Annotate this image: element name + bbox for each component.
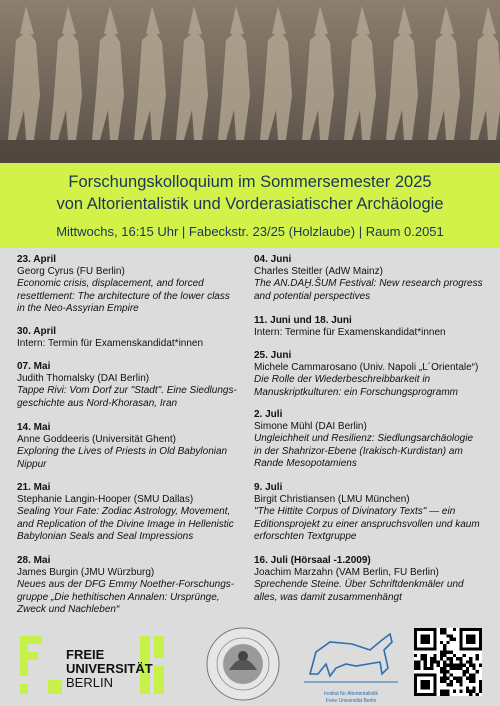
- event-speaker: Joachim Marzahn (VAM Berlin, FU Berlin): [254, 567, 439, 579]
- qr-module: [446, 651, 449, 654]
- qr-module: [479, 690, 482, 693]
- qr-module: [440, 657, 443, 660]
- qr-module: [459, 657, 462, 660]
- event-title-line: Sealing Your Fate: Zodiac Astrology, Movement,: [17, 506, 231, 518]
- qr-module: [420, 634, 430, 644]
- qr-module: [469, 677, 472, 680]
- event-date: 14. Mai: [17, 422, 51, 433]
- event-title-line: Editionsprojekt zu einer anspruchsvollen und kaum: [254, 518, 480, 530]
- event-date: 07. Mai: [17, 361, 51, 372]
- qr-module: [472, 673, 475, 676]
- qr-module: [456, 667, 459, 670]
- event-date: 11. Juni und 18. Juni: [254, 315, 352, 326]
- event-date: 30. April: [17, 326, 57, 337]
- qr-module: [440, 680, 443, 683]
- qr-module: [446, 670, 449, 673]
- qr-module: [437, 660, 440, 663]
- qr-module: [414, 660, 417, 663]
- event-speaker: Birgit Christiansen (LMU München): [254, 494, 410, 506]
- event-date: 2. Juli: [254, 409, 283, 420]
- qr-module: [414, 664, 417, 667]
- qr-module: [459, 677, 462, 680]
- event-date: 28. Mai: [17, 555, 51, 566]
- qr-module: [472, 677, 475, 680]
- fu-berlin-logo: [20, 636, 190, 694]
- qr-module: [456, 680, 459, 683]
- qr-module: [443, 644, 446, 647]
- qr-module: [472, 664, 475, 667]
- footer-logos: [0, 612, 500, 706]
- qr-module: [440, 651, 443, 654]
- event-entry: [254, 254, 494, 303]
- event-entry: [254, 482, 494, 543]
- event-date: 25. Juni: [254, 350, 292, 361]
- qr-module: [453, 677, 456, 680]
- qr-module: [443, 680, 446, 683]
- qr-module: [420, 680, 430, 690]
- qr-module: [453, 654, 456, 657]
- qr-module: [414, 667, 417, 670]
- qr-module: [427, 667, 430, 670]
- qr-module: [450, 673, 453, 676]
- event-title-line: The AN.DAḪ.ŠUM Festival: New research progress: [254, 278, 483, 290]
- qr-module: [450, 651, 453, 654]
- event-speaker: Georg Cyrus (FU Berlin): [17, 266, 125, 278]
- qr-module: [443, 651, 446, 654]
- event-title-line: Manuskriptkulturen: ein Forschungsprogramm: [254, 386, 458, 398]
- qr-module: [479, 683, 482, 686]
- qr-module: [440, 628, 443, 631]
- qr-module: [453, 690, 456, 693]
- relief-image: [0, 0, 500, 163]
- qr-module: [450, 660, 453, 663]
- qr-module: [463, 664, 466, 667]
- qr-module: [472, 686, 475, 689]
- schedule-meta: Mittwochs, 16:15 Uhr | Fabeckstr. 23/25 (Holzlaube) | Raum 0.2051: [56, 224, 444, 239]
- qr-module: [430, 660, 433, 663]
- event-title-line: Nippur: [17, 458, 47, 470]
- qr-module: [466, 670, 469, 673]
- qr-module: [450, 638, 453, 641]
- event-title-line: resettlement: The architecture of the lower class: [17, 290, 230, 302]
- qr-module: [469, 664, 472, 667]
- qr-module: [414, 654, 417, 657]
- qr-module: [450, 657, 453, 660]
- event-entry: [17, 361, 257, 410]
- event-title-line: erforschten Textgruppe: [254, 530, 357, 542]
- event-entry: [17, 555, 257, 616]
- event-title-line: Exploring the Lives of Priests in Old Babylonian: [17, 446, 228, 458]
- event-speaker: Michele Cammarosano (Univ. Napoli „L´Orientale“): [254, 362, 479, 374]
- event-title-line: gruppe „Die hethitischen Annalen: Ursprünge,: [17, 591, 220, 603]
- fu-logo-line-3: BERLIN: [66, 675, 113, 690]
- event-title-line: Babylonian Seals and Seal Impressions: [17, 530, 194, 542]
- qr-module: [463, 673, 466, 676]
- qr-module: [443, 693, 446, 696]
- qr-module: [450, 680, 453, 683]
- qr-module: [476, 670, 479, 673]
- qr-code-icon: [414, 628, 482, 696]
- qr-module: [417, 667, 420, 670]
- qr-module: [479, 680, 482, 683]
- event-title-line: geschichte aus Nord-Khorasan, Iran: [17, 397, 178, 409]
- lamassu-icon: [296, 628, 406, 690]
- qr-module: [440, 677, 443, 680]
- qr-module: [437, 664, 440, 667]
- event-speaker: Judith Thomalsky (DAI Berlin): [17, 373, 150, 385]
- qr-module: [424, 664, 427, 667]
- event-date: 9. Juli: [254, 482, 283, 493]
- event-entry: [254, 350, 494, 399]
- qr-module: [476, 693, 479, 696]
- qr-module: [476, 654, 479, 657]
- qr-module: [459, 660, 462, 663]
- qr-module: [459, 690, 462, 693]
- qr-module: [433, 657, 436, 660]
- fu-logo-line-2: UNIVERSITÄT: [66, 661, 153, 676]
- qr-module: [446, 693, 449, 696]
- event-date: 04. Juni: [254, 254, 292, 265]
- qr-module: [466, 660, 469, 663]
- qr-module: [443, 631, 446, 634]
- qr-module: [440, 641, 443, 644]
- qr-module: [430, 657, 433, 660]
- qr-module: [463, 654, 466, 657]
- event-date: 21. Mai: [17, 482, 51, 493]
- qr-module: [446, 664, 449, 667]
- institute-university: Freie Universität Berlin: [325, 698, 377, 704]
- qr-module: [479, 686, 482, 689]
- qr-module: [430, 664, 433, 667]
- event-title-line: in der Shahrizor-Ebene (Irakisch-Kurdistan) am: [254, 445, 463, 457]
- event-title-line: Sprechende Steine. Über Schriftdenkmäler und: [254, 579, 464, 591]
- qr-module: [417, 660, 420, 663]
- qr-module: [466, 690, 469, 693]
- event-entry: [17, 482, 257, 543]
- qr-module: [456, 664, 459, 667]
- qr-module: [472, 680, 475, 683]
- title-line-1: Forschungskolloquium im Sommersemester 2025: [68, 173, 432, 191]
- qr-module: [424, 660, 427, 663]
- institute-name: Institut für Altorientalistik: [324, 691, 378, 697]
- event-entry: [17, 422, 257, 471]
- event-speaker: Stephanie Langin-Hooper (SMU Dallas): [17, 494, 194, 506]
- qr-module: [424, 657, 427, 660]
- qr-module: [440, 693, 443, 696]
- event-title-line: Neues aus der DFG Emmy Noether-Forschungs-: [17, 579, 235, 591]
- qr-module: [443, 628, 446, 631]
- qr-module: [430, 667, 433, 670]
- qr-module: [446, 690, 449, 693]
- qr-module: [459, 664, 462, 667]
- qr-module: [417, 664, 420, 667]
- qr-module: [469, 680, 472, 683]
- qr-module: [453, 628, 456, 631]
- qr-module: [450, 667, 453, 670]
- qr-module: [446, 683, 449, 686]
- qr-module: [450, 683, 453, 686]
- event-title-line: Tappe Rivi: Vom Dorf zur "Stadt". Eine Siedlungs-: [17, 385, 237, 397]
- qr-module: [476, 657, 479, 660]
- qr-module: [443, 690, 446, 693]
- qr-module: [469, 657, 472, 660]
- event-speaker: James Burgin (JMU Würzburg): [17, 567, 155, 579]
- qr-module: [424, 654, 427, 657]
- qr-module: [469, 690, 472, 693]
- institute-logo: [296, 628, 406, 706]
- qr-module: [479, 664, 482, 667]
- event-date: 16. Juli (Hörsaal -1.2009): [254, 555, 371, 566]
- qr-module: [446, 657, 449, 660]
- qr-module: [440, 654, 443, 657]
- qr-module: [443, 647, 446, 650]
- qr-module: [443, 670, 446, 673]
- qr-module: [443, 660, 446, 663]
- qr-module: [469, 660, 472, 663]
- event-entry: [17, 254, 257, 315]
- qr-module: [450, 664, 453, 667]
- seal-logo-icon: [205, 626, 281, 702]
- qr-module: [446, 641, 449, 644]
- qr-module: [446, 634, 449, 637]
- qr-module: [424, 667, 427, 670]
- qr-module: [440, 690, 443, 693]
- qr-module: [440, 631, 443, 634]
- title-line-2: von Altorientalistik und Vorderasiatischer Archäologie: [56, 195, 444, 213]
- qr-module: [466, 667, 469, 670]
- qr-module: [440, 667, 443, 670]
- event-speaker: Charles Steitler (AdW Mainz): [254, 266, 383, 278]
- qr-module: [469, 673, 472, 676]
- event-title-line: "The Hittite Corpus of Divinatory Texts" — ein: [254, 506, 456, 518]
- qr-module: [466, 686, 469, 689]
- event-title-line: Zweck und Nachleben“: [17, 603, 120, 615]
- qr-module: [453, 664, 456, 667]
- qr-module: [472, 667, 475, 670]
- qr-module: [463, 670, 466, 673]
- qr-module: [453, 667, 456, 670]
- qr-module: [469, 693, 472, 696]
- qr-module: [440, 670, 443, 673]
- event-entry: [17, 326, 257, 350]
- event-entry: [254, 409, 494, 470]
- qr-module: [472, 690, 475, 693]
- event-title-line: and Replication of the Divine Image in Hellenistic: [17, 518, 234, 530]
- qr-module: [450, 634, 453, 637]
- event-title-line: and potential perspectives: [254, 290, 371, 302]
- event-entry: [254, 555, 494, 604]
- event-speaker: Anne Goddeeris (Universität Ghent): [17, 434, 176, 446]
- qr-module: [466, 677, 469, 680]
- event-title-line: Die Rolle der Wiederbeschreibbarkeit in: [254, 374, 431, 386]
- qr-module: [456, 677, 459, 680]
- qr-module: [433, 660, 436, 663]
- qr-module: [459, 683, 462, 686]
- event-speaker: Simone Mühl (DAI Berlin): [254, 421, 367, 433]
- relief-photo: [0, 0, 500, 163]
- title-banner: [0, 163, 500, 248]
- event-speaker: Intern: Termine für Examenskandidat*innen: [254, 327, 446, 339]
- qr-module: [466, 634, 476, 644]
- qr-code[interactable]: [414, 628, 482, 696]
- event-date: 23. April: [17, 254, 57, 265]
- event-title-line: Ungleichheit und Resilienz: Siedlungsarchäologie: [254, 433, 474, 445]
- event-title-line: Economic crisis, displacement, and forced: [17, 278, 204, 290]
- event-title-line: Rande Mesopotamiens: [254, 457, 357, 469]
- event-entry: [254, 315, 494, 339]
- qr-module: [443, 654, 446, 657]
- qr-module: [446, 677, 449, 680]
- qr-module: [443, 677, 446, 680]
- qr-module: [453, 638, 456, 641]
- event-speaker: Intern: Termin für Examenskandidat*innen: [17, 338, 204, 350]
- qr-module: [433, 654, 436, 657]
- qr-module: [456, 657, 459, 660]
- qr-module: [420, 657, 423, 660]
- fu-logo-line-1: FREIE: [66, 647, 105, 662]
- fu-logo-text: [66, 648, 153, 690]
- event-title-line: alles, was damit zusammenhängt: [254, 591, 402, 603]
- qr-module: [443, 664, 446, 667]
- qr-module: [443, 673, 446, 676]
- event-title-line: in the Neo-Assyrian Empire: [17, 302, 139, 314]
- qr-module: [459, 667, 462, 670]
- qr-module: [420, 654, 423, 657]
- qr-module: [459, 680, 462, 683]
- qr-module: [443, 667, 446, 670]
